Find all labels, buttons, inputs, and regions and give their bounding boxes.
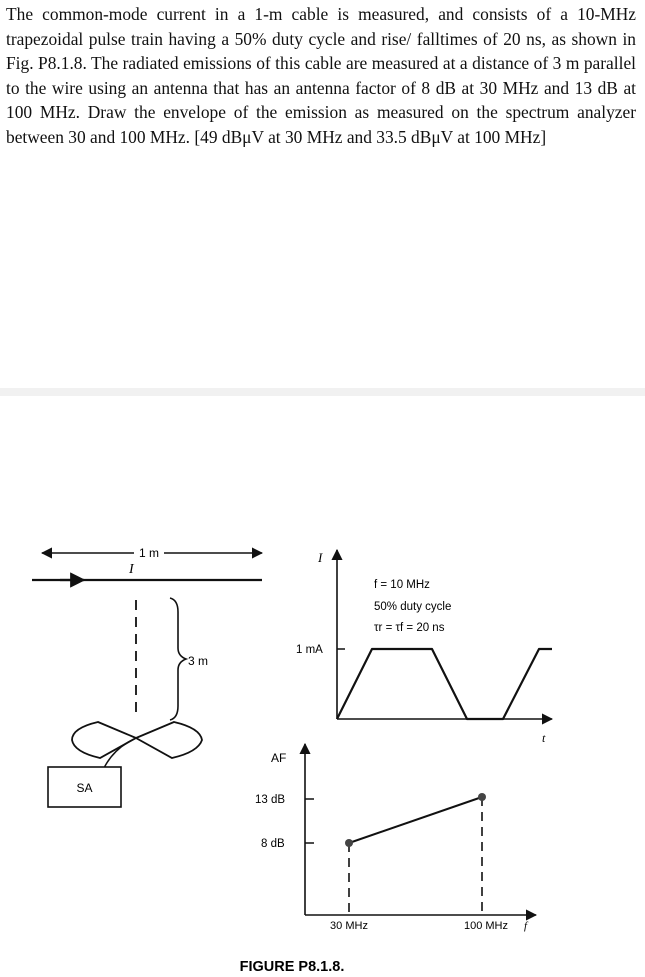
waveform-param-risetime: τr = τf = 20 ns <box>374 622 445 634</box>
af-tick-label-13db: 13 dB <box>255 794 286 806</box>
distance-brace <box>170 598 186 720</box>
af-x-tick-30mhz: 30 MHz <box>330 920 368 932</box>
antenna-left-element <box>72 722 136 758</box>
waveform-param-frequency: f = 10 MHz <box>374 579 430 591</box>
waveform-amplitude-label: 1 mA <box>296 644 323 656</box>
waveform-param-duty-cycle: 50% duty cycle <box>374 601 452 613</box>
af-tick-label-8db: 8 dB <box>261 838 285 850</box>
af-point-30mhz <box>345 839 353 847</box>
waveform-x-label: t <box>542 731 546 745</box>
cable-current-label: I <box>129 562 134 577</box>
cable-setup <box>32 546 262 807</box>
trapezoidal-pulse-train <box>337 649 552 719</box>
antenna-right-element <box>136 722 202 758</box>
figure-caption: FIGURE P8.1.8. <box>239 959 345 975</box>
spectrum-analyzer-label: SA <box>76 781 93 795</box>
antenna-factor-plot <box>255 744 536 932</box>
af-x-label: f <box>524 920 528 932</box>
af-x-tick-100mhz: 100 MHz <box>463 920 509 932</box>
af-curve <box>349 797 482 843</box>
problem-statement: The common-mode current in a 1-m cable is measured, and consists of a 10-MHz trapezoidal pulse train having a 50% duty cycle and rise/ falltimes of 20 ns, as shown in Fig. P8.1.8. The radiated emissions of this cable are measured at a distance of 3 m parallel to the wire using an antenna that has an antenna factor of 8 dB at 30 MHz and 13 dB at 100 MHz. Draw the envelope of the emission as measured on the spectrum analyzer between 30 and 100 MHz. [49 dBμV at 30 MHz and 33.5 dBμV at 100 MHz] <box>6 4 636 147</box>
af-point-100mhz <box>478 793 486 801</box>
distance-label: 3 m <box>188 654 209 668</box>
length-label: 1 m <box>138 546 160 560</box>
current-waveform-plot <box>296 550 552 745</box>
waveform-y-label: I <box>318 550 323 565</box>
af-y-label: AF <box>271 751 287 765</box>
